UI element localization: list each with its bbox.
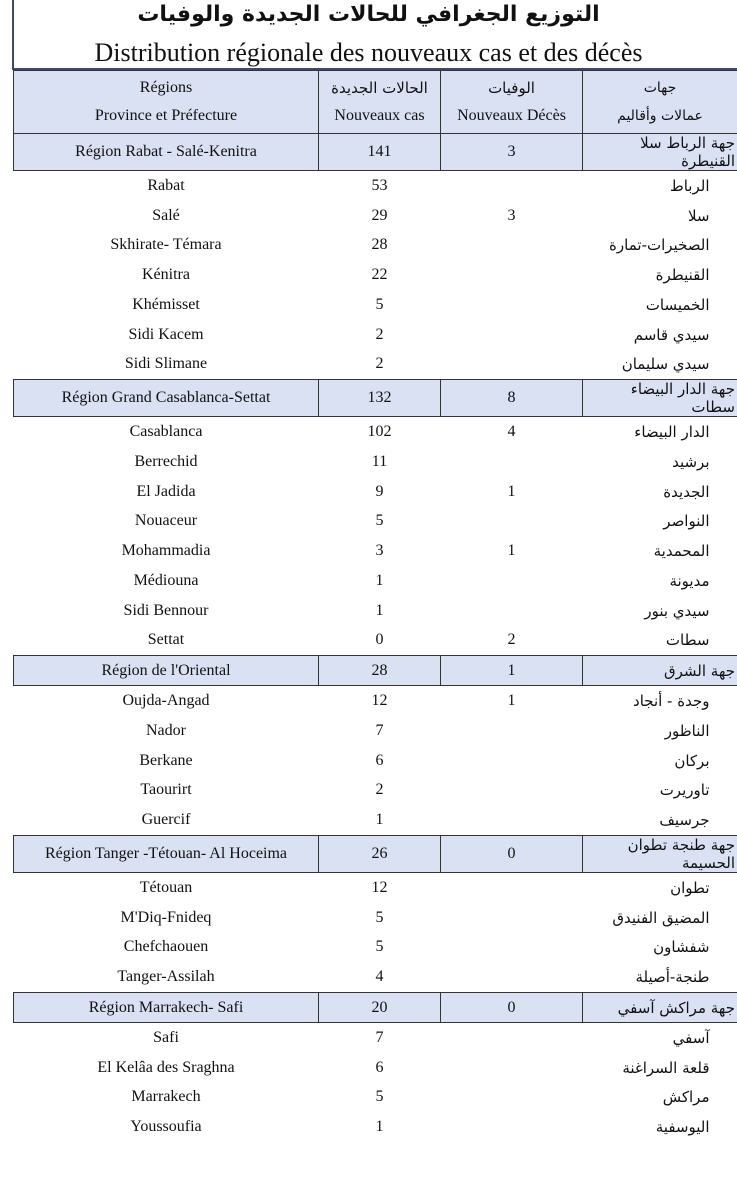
province-name-ar: سلا (687, 206, 710, 225)
region-row (14, 134, 737, 171)
province-cases: 1 (375, 811, 384, 829)
header-province-label: Province et Préfecture (94, 107, 238, 124)
header-regions-label: Régions (139, 79, 193, 96)
province-name: Sidi Kacem (128, 325, 204, 343)
region-row (14, 836, 737, 873)
province-name-ar: سطات (665, 631, 710, 650)
header-deaths (441, 71, 583, 134)
province-row (14, 171, 737, 201)
region-deaths: 8 (441, 380, 583, 417)
province-deaths: 2 (507, 631, 516, 649)
province-name: Berrechid (134, 452, 198, 470)
province-deaths (441, 962, 583, 992)
region-deaths: 0 (441, 836, 583, 873)
province-name: Tanger-Assilah (117, 968, 215, 986)
province-deaths (441, 596, 583, 626)
province-cases: 12 (371, 878, 388, 896)
province-row (14, 1053, 737, 1083)
region-name-ar: جهة الدار البيضاء سطات (583, 380, 737, 417)
region-name-ar: جهة طنجة تطوان الحسيمة (583, 836, 737, 873)
province-deaths (441, 1023, 583, 1053)
province-name-ar: طنجة-أصيلة (635, 968, 710, 987)
province-deaths (441, 290, 583, 320)
province-cases: 28 (371, 236, 388, 254)
region-row (14, 380, 737, 417)
province-deaths (441, 1112, 583, 1142)
table-header (14, 71, 737, 134)
region-cases: 26 (319, 836, 441, 873)
province-cases: 1 (375, 1118, 384, 1136)
province-cases: 5 (375, 512, 384, 530)
province-row (14, 260, 737, 290)
province-name-ar: سيدي قاسم (633, 325, 710, 344)
province-deaths (441, 171, 583, 201)
province-name-ar: اليوسفية (655, 1118, 710, 1137)
province-row (14, 231, 737, 261)
province-cases: 5 (375, 295, 384, 313)
province-name-ar: سيدي سليمان (621, 355, 710, 374)
province-deaths (441, 746, 583, 776)
province-name-ar: وجدة - أنجاد (633, 692, 710, 711)
province-name: Taourirt (140, 781, 192, 799)
province-name: Nouaceur (134, 512, 198, 530)
province-name: Sidi Slimane (124, 355, 208, 373)
province-row (14, 626, 737, 656)
province-cases: 2 (375, 781, 384, 799)
province-deaths: 4 (507, 423, 516, 441)
province-name-ar: مديونة (669, 571, 710, 590)
province-row (14, 536, 737, 566)
region-cases: 132 (319, 380, 441, 417)
province-name: Salé (152, 206, 180, 224)
province-row (14, 566, 737, 596)
province-name: Tétouan (139, 878, 193, 896)
province-name: Settat (147, 631, 185, 649)
header-deaths-ar: الوفيات (488, 79, 535, 97)
province-cases: 6 (375, 1058, 384, 1076)
province-name-ar: المضيق الفنيدق (612, 908, 710, 927)
province-row (14, 746, 737, 776)
province-name: Chefchaouen (123, 938, 209, 956)
province-name-ar: تاوريرت (659, 781, 710, 800)
region-name: Région Rabat - Salé-Kenitra (14, 134, 319, 171)
header-cases-fr: Nouveaux cas (334, 107, 425, 124)
province-name: Médiouna (133, 571, 199, 589)
title-french: Distribution régionale des nouveaux cas et des décès (94, 38, 643, 67)
region-row (14, 656, 737, 686)
header-regions (14, 71, 319, 134)
province-cases: 5 (375, 908, 384, 926)
province-deaths: 3 (507, 206, 516, 224)
distribution-table (13, 70, 737, 1142)
province-cases: 1 (375, 571, 384, 589)
region-row (14, 993, 737, 1023)
province-cases: 4 (375, 968, 384, 986)
province-cases: 5 (375, 1088, 384, 1106)
province-name-ar: جرسيف (659, 811, 710, 830)
province-cases: 11 (371, 452, 388, 470)
province-name: El Kelâa des Sraghna (97, 1058, 235, 1076)
province-name: Mohammadia (121, 542, 211, 560)
province-cases: 7 (375, 1028, 384, 1046)
province-name-ar: المحمدية (653, 542, 710, 561)
province-deaths (441, 873, 583, 903)
province-cases: 102 (367, 423, 392, 441)
header-regions-ar-1: جهات (643, 80, 677, 96)
province-name: Rabat (147, 176, 185, 194)
province-name: Skhirate- Témara (110, 236, 222, 254)
province-name-ar: الرباط (669, 176, 710, 195)
province-deaths (441, 260, 583, 290)
province-cases: 2 (375, 355, 384, 373)
region-cases: 28 (319, 656, 441, 686)
province-cases: 6 (375, 751, 384, 769)
province-deaths: 1 (507, 482, 516, 500)
region-cases: 141 (319, 134, 441, 171)
province-row (14, 201, 737, 231)
province-name-ar: برشيد (672, 452, 710, 471)
province-deaths (441, 231, 583, 261)
region-name: Région de l'Oriental (14, 656, 319, 686)
province-cases: 29 (371, 206, 388, 224)
province-name-ar: مراكش (662, 1088, 710, 1107)
header-cases (319, 71, 441, 134)
province-row (14, 933, 737, 963)
region-deaths: 3 (441, 134, 583, 171)
province-deaths (441, 566, 583, 596)
province-name-ar: الجديدة (663, 482, 710, 501)
province-deaths (441, 1083, 583, 1113)
province-deaths (441, 350, 583, 380)
province-deaths (441, 716, 583, 746)
province-deaths (441, 776, 583, 806)
province-row (14, 447, 737, 477)
province-row (14, 903, 737, 933)
province-cases: 9 (375, 482, 384, 500)
province-row (14, 962, 737, 992)
province-name-ar: الدار البيضاء (634, 423, 710, 442)
province-deaths (441, 507, 583, 537)
province-row (14, 1023, 737, 1053)
province-cases: 22 (371, 266, 388, 284)
region-cases: 20 (319, 993, 441, 1023)
province-deaths: 1 (507, 692, 516, 710)
region-name-ar: جهة الشرق (583, 656, 737, 686)
province-name: Nador (146, 721, 186, 739)
province-name: Sidi Bennour (123, 601, 209, 619)
province-row (14, 507, 737, 537)
province-cases: 3 (375, 542, 384, 560)
province-row (14, 805, 737, 835)
province-name-ar: بركان (674, 751, 710, 770)
province-deaths (441, 320, 583, 350)
province-row (14, 1112, 737, 1142)
region-name: Région Grand Casablanca-Settat (14, 380, 319, 417)
province-cases: 0 (375, 631, 384, 649)
region-deaths: 0 (441, 993, 583, 1023)
province-cases: 1 (375, 601, 384, 619)
region-name: Région Marrakech- Safi (14, 993, 319, 1023)
province-name-ar: شفشاون (653, 938, 710, 957)
province-cases: 2 (375, 325, 384, 343)
province-name: Oujda-Angad (122, 692, 210, 710)
province-name-ar: آسفي (672, 1028, 710, 1047)
province-name: Guercif (141, 811, 191, 829)
province-deaths (441, 805, 583, 835)
province-row (14, 596, 737, 626)
region-name-ar: جهة مراكش آسفي (583, 993, 737, 1023)
province-name: Khémisset (132, 295, 200, 313)
province-cases: 53 (371, 176, 388, 194)
province-row (14, 716, 737, 746)
header-regions-ar-2: عمالات وأقاليم (617, 108, 703, 124)
province-name-ar: الخميسات (645, 295, 710, 314)
province-row (14, 776, 737, 806)
province-name-ar: تطوان (670, 878, 710, 897)
province-name: Marrakech (131, 1088, 201, 1106)
province-name: Casablanca (129, 423, 203, 441)
province-name: M'Diq-Fnideq (120, 908, 212, 926)
province-row (14, 290, 737, 320)
title-arabic: التوزيع الجغرافي للحالات الجديدة والوفيات (137, 2, 600, 27)
province-name-ar: سيدي بنور (644, 601, 710, 620)
province-name-ar: القنيطرة (655, 266, 710, 285)
province-row (14, 417, 737, 447)
province-deaths (441, 933, 583, 963)
province-row (14, 320, 737, 350)
header-regions-ar (583, 71, 737, 134)
province-cases: 7 (375, 721, 384, 739)
province-deaths (441, 903, 583, 933)
province-deaths (441, 447, 583, 477)
province-name-ar: النواصر (663, 512, 710, 531)
province-cases: 5 (375, 938, 384, 956)
province-row (14, 873, 737, 903)
province-name-ar: الصخيرات-تمارة (609, 236, 710, 255)
province-row (14, 686, 737, 716)
region-deaths: 1 (441, 656, 583, 686)
header-deaths-fr: Nouveaux Décès (457, 107, 566, 124)
province-name: El Jadida (136, 482, 196, 500)
province-name-ar: قلعة السراغنة (622, 1058, 710, 1077)
province-name: Kénitra (142, 266, 190, 284)
province-deaths (441, 1053, 583, 1083)
province-row (14, 1083, 737, 1113)
region-name-ar: جهة الرباط سلا القنيطرة (583, 134, 737, 171)
header-cases-ar: الحالات الجديدة (331, 79, 428, 97)
province-name-ar: الناظور (664, 721, 710, 740)
province-deaths: 1 (507, 542, 516, 560)
province-name: Safi (153, 1028, 179, 1046)
region-name: Région Tanger -Tétouan- Al Hoceima (14, 836, 319, 873)
province-name: Berkane (139, 751, 193, 769)
province-cases: 12 (371, 692, 388, 710)
province-row (14, 477, 737, 507)
province-row (14, 350, 737, 380)
province-name: Youssoufia (130, 1118, 202, 1136)
